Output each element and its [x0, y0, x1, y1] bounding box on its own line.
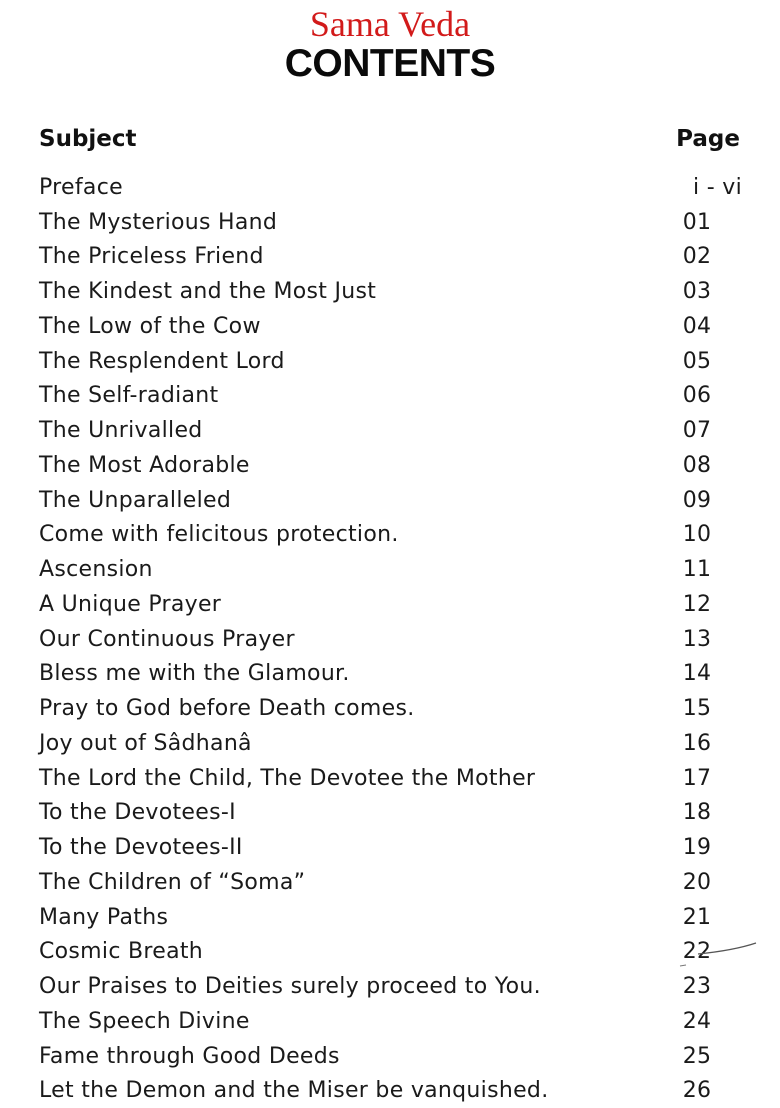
toc-entry-page: 12	[682, 591, 712, 617]
toc-entry-title: Preface	[39, 174, 123, 200]
toc-entry-page: 13	[682, 626, 712, 652]
toc-entry-title: Let the Demon and the Miser be vanquished.	[39, 1078, 549, 1104]
toc-entry-title: Our Praises to Deities surely proceed to You.	[39, 974, 541, 1000]
toc-entry	[39, 830, 742, 865]
toc-entry-page: 24	[682, 1008, 712, 1034]
toc-entry	[39, 761, 742, 796]
toc-entry	[39, 969, 742, 1004]
toc-entry-page: 19	[682, 835, 712, 861]
toc-entry-title: The Unparalleled	[39, 487, 232, 513]
toc-entry	[39, 413, 742, 448]
toc-entry-title: The Speech Divine	[39, 1008, 250, 1034]
toc-entry-title: The Children of “Soma”	[39, 869, 306, 895]
toc-entry-page: 14	[682, 661, 712, 687]
toc-entry-page: 07	[682, 418, 712, 444]
toc-entry	[39, 483, 742, 518]
toc-entry-page: 17	[682, 765, 712, 791]
toc-entry-page: 04	[682, 313, 712, 339]
toc-entry-title: Our Continuous Prayer	[39, 626, 295, 652]
toc-entry-page: 22	[682, 939, 712, 965]
toc-entry-title: The Lord the Child, The Devotee the Mother	[39, 765, 536, 791]
toc-entry	[39, 274, 742, 309]
toc-entry-title: Come with felicitous protection.	[39, 522, 399, 548]
toc-entry-page: 08	[682, 452, 712, 478]
toc-entry-title: Many Paths	[39, 904, 169, 930]
toc-entry-title: A Unique Prayer	[39, 591, 222, 617]
book-title: Sama Veda	[309, 4, 471, 44]
toc-entry	[39, 1074, 742, 1108]
toc-entry	[39, 935, 742, 970]
toc-entry	[39, 622, 742, 657]
toc-entry-page: 21	[682, 904, 712, 930]
toc-entry-page: 06	[682, 383, 712, 409]
toc-entry	[39, 205, 742, 240]
toc-entry	[39, 691, 742, 726]
table-of-contents	[39, 170, 742, 1108]
toc-entry	[39, 657, 742, 692]
toc-entry-page: 16	[682, 730, 712, 756]
toc-entry-title: The Low of the Cow	[39, 313, 261, 339]
toc-entry-page: 18	[682, 800, 712, 826]
toc-entry-title: The Kindest and the Most Just	[39, 279, 377, 305]
contents-heading: CONTENTS	[284, 42, 496, 85]
toc-entry-title: The Priceless Friend	[39, 244, 264, 270]
toc-entry	[39, 240, 742, 275]
toc-entry-page: 02	[682, 244, 712, 270]
toc-entry	[39, 865, 742, 900]
toc-entry-title: Bless me with the Glamour.	[39, 661, 350, 687]
toc-entry-page: 10	[682, 522, 712, 548]
toc-entry	[39, 1039, 742, 1074]
toc-entry-page: 20	[682, 869, 712, 895]
toc-entry-page: 11	[682, 557, 712, 583]
toc-entry	[39, 587, 742, 622]
toc-entry-title: Cosmic Breath	[39, 939, 204, 965]
toc-entry	[39, 796, 742, 831]
toc-entry-page: 03	[682, 279, 712, 305]
toc-entry-page: 05	[682, 348, 712, 374]
toc-entry-title: The Resplendent Lord	[39, 348, 285, 374]
toc-entry-title: The Self-radiant	[39, 383, 219, 409]
toc-entry-title: Joy out of Sâdhanâ	[39, 730, 252, 756]
toc-entry-page: i - vi	[693, 174, 742, 200]
pen-mark	[678, 940, 758, 970]
toc-entry	[39, 726, 742, 761]
toc-entry-title: Pray to God before Death comes.	[39, 696, 415, 722]
toc-entry-title: The Mysterious Hand	[39, 209, 278, 235]
toc-entry	[39, 309, 742, 344]
toc-entry-title: Ascension	[39, 557, 153, 583]
toc-entry	[39, 344, 742, 379]
toc-entry	[39, 448, 742, 483]
toc-entry	[39, 518, 742, 553]
toc-entry-page: 15	[682, 696, 712, 722]
toc-entry	[39, 900, 742, 935]
toc-entry-title: Fame through Good Deeds	[39, 1043, 340, 1069]
toc-entry-page: 09	[682, 487, 712, 513]
toc-entry-title: To the Devotees-I	[39, 800, 236, 826]
toc-entry-page: 01	[682, 209, 712, 235]
toc-entry-title: To the Devotees-II	[39, 835, 243, 861]
toc-entry-page: 23	[682, 974, 712, 1000]
toc-entry-page: 26	[682, 1078, 712, 1104]
toc-entry	[39, 1004, 742, 1039]
page-column-header: Page	[676, 126, 740, 152]
toc-entry	[39, 170, 742, 205]
toc-entry-title: The Unrivalled	[39, 418, 203, 444]
toc-entry-title: The Most Adorable	[39, 452, 250, 478]
subject-column-header: Subject	[39, 126, 137, 152]
toc-entry-page: 25	[682, 1043, 712, 1069]
toc-entry	[39, 552, 742, 587]
toc-entry	[39, 379, 742, 414]
